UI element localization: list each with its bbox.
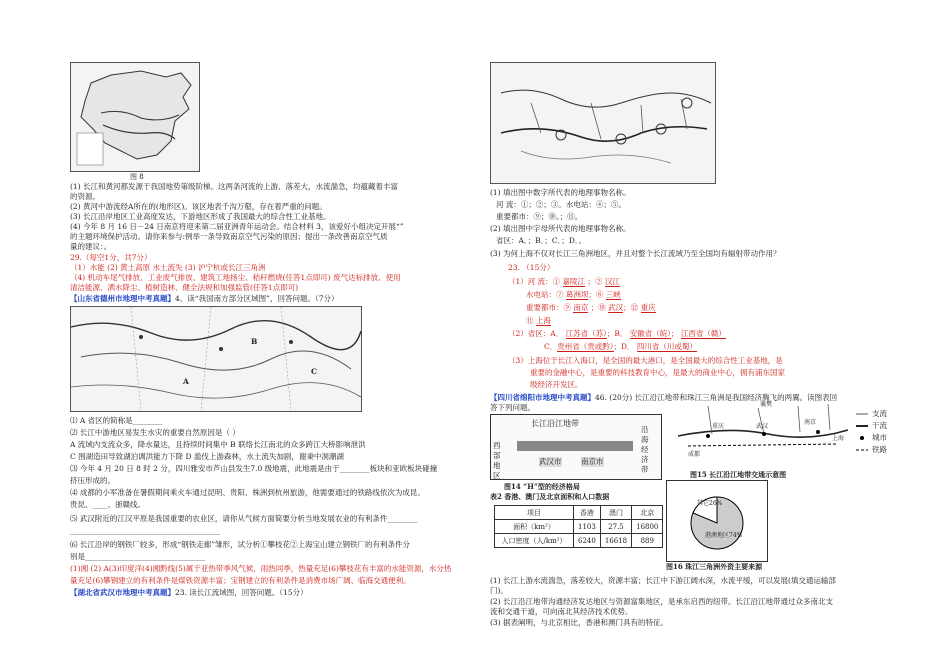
source-text-3b: 答下列问题。 [490, 403, 535, 412]
ans-city-4: 上海 [535, 316, 551, 325]
question-3: (3) 长江沿岸地区工业高度发达，下游地区形成了我国最大的综合性工业基地。 [70, 212, 331, 221]
ans-city-label: 重要都市：⑨ [526, 303, 571, 312]
ans-prov-1: 江苏省（苏） [565, 329, 607, 338]
fig15-city-xiangfan: 襄樊 [760, 401, 773, 408]
map-label-c: C [311, 367, 317, 376]
fig16-caption: 图16 珠江三角洲外资主要来源 [666, 562, 763, 571]
r-answer-4b: C．贵州省（贵或黔）；D． 四川省（川或蜀） [544, 342, 697, 351]
china-map-icon [71, 63, 199, 171]
r-answer-3: 重要都市：⑨ 南京 ；⑩ 武汉；⑫ 重庆 [526, 303, 656, 312]
ans-city-2: 武汉 [608, 303, 624, 312]
lq-4: ⑷ 成都的小军准备在暑假期间乘火车通过昆明、贵阳、株洲到杭州旅游，他需要通过的铁路线依次为成昆、 [70, 488, 425, 497]
rq-2b: 流和交通干道，可向南北其经济技术优势。 [490, 607, 633, 616]
table-cell: 面积（km²） [495, 520, 574, 534]
map-label-a: A [183, 377, 189, 386]
fig15-caption: 图15 长江沿江地带交通示意图 [690, 470, 787, 479]
fig15-city-shanghai: 上海 [832, 435, 845, 442]
lq-6b: 别是________________________________ [70, 552, 205, 561]
question-4-cont2: 量的建议：。 [70, 242, 112, 251]
r-answer-5c: 级经济开发区。 [530, 380, 583, 389]
fig15-legend-1: 支流 [872, 409, 887, 418]
fig14-west: 西部地区 [493, 441, 501, 480]
lq-6: ⑹ 长江沿岸的钢铁厂较多，形成“钢铁走廊”雏形，试分析①攀枝花②上海宝山建立钢铁厂的有利条件分 [70, 540, 411, 549]
r-answer-1: （1）河 流：① 嘉陵江 ；② 汉江 [508, 277, 620, 286]
r-answer-5b: 重要的金融中心，是重要的科技教育中心，是最大的商业中心，拥有浦东国家 [530, 368, 785, 377]
fig15-diagram [668, 396, 900, 466]
fig14-diagram [490, 414, 662, 480]
r-answer-head: 23. （15分） [508, 263, 555, 272]
data-table [494, 505, 663, 548]
table-cell: 16618 [600, 534, 631, 548]
ans-rivers-label: （1）河 流：① [508, 277, 561, 286]
lq-3: ⑶ 今年 4 月 20 日 8 时 2 分，四川雅安市芦山县发生7.0 级地震，此地震是由于________板块和亚欧板块碰撞 [70, 464, 438, 473]
r-q1b: 重要都市：⑨；⑩。；⑪。 [496, 212, 583, 221]
ans-prov-4: 四川省（川或蜀） [636, 342, 697, 351]
question-4-cont: 的主题环境保护活动。请你来参与:例举一条导致南京空气污染的原因；提出一条改善南京空气质 [70, 232, 388, 241]
source-text-3: 46. (20分) 长江沿江地带和珠江三角洲是我国经济腾飞的两翼。读图表回 [595, 393, 838, 402]
table-header: 澳门 [600, 506, 631, 520]
source-text: 4、读“我国南方部分区域图”，回答问题。（7分） [175, 294, 339, 303]
answer-29-head: 29.（每空1分，共7分） [70, 253, 152, 262]
rq-1: (1) 长江上游水流湍急，落差较大，资源丰富；长江中下游江阔水深，水流平缓，可以发展(填交通运输部 [490, 576, 836, 585]
south-map-icon [71, 307, 361, 411]
question-1: (1) 长江和黄河都发源于我国地势第级阶梯。这两条河流的上游、落差大，水流湍急，均蕴藏着丰富 [70, 182, 399, 191]
fig15-legend-4: 铁路 [872, 445, 887, 454]
china-map-figure [70, 62, 200, 172]
r-answer-4: （2）省区：A． 江苏省（苏）；B． 安徽省（皖）； 江西省（赣） [508, 329, 726, 338]
rq-3: (3) 据表阐明，与北京相比，香港和澳门具有的特征。 [490, 618, 669, 627]
lq-5b: ________________________________________ [70, 526, 220, 535]
fig15-city-nanjing: 南京 [804, 419, 817, 426]
lq-2c: C 围湖造田导致湖泊调洪能力下降 D 滥伐上游森林，水土流失加剧，谢秉中洞潮湖 [70, 452, 344, 461]
fig15-legend-2: 干流 [872, 421, 887, 430]
source-text-2: 23. 读长江流域图，回答问题。（15分） [175, 588, 308, 597]
lq-2: ⑵ 长江中游地区易发生水灾的重要自然原因是（ ） [70, 428, 240, 437]
pie-chart-icon [667, 481, 767, 561]
fig15-city-chengdu: 成都 [688, 451, 701, 458]
source-header-2 [70, 588, 308, 598]
table2-caption: 表2 香港、澳门及北京面积和人口数据 [490, 492, 610, 501]
ans-river-1: 嘉陵江 [562, 277, 586, 286]
table-cell: 6240 [574, 534, 601, 548]
r-answer-2: 水电站：⑦ 葛洲坝；⑧ 三峡 [526, 290, 621, 299]
ans-prov-3: 贵州省（贵或黔） [557, 342, 614, 351]
yangtze-map-icon [491, 63, 715, 183]
table-cell: 889 [632, 534, 663, 548]
ans-prov-5: 江西省（赣） [680, 329, 726, 338]
map-label-b: B [251, 337, 258, 346]
fig14-east: 沿海经济带 [641, 425, 649, 474]
fig15-transport-icon [668, 396, 900, 466]
question-2: (2) 黄河中游流经A所在的(地形区)。该区地表千沟万壑，存在着严重的问题。 [70, 202, 327, 211]
r-q2a: 省区：A．；B．；C．；D．。 [496, 236, 587, 245]
pie-label-hk: 港澳地区74% [705, 532, 743, 539]
ans-city-1: 南京 [573, 303, 589, 312]
ans-city-3: 重庆 [640, 303, 656, 312]
r-q2: (2) 填出图中字母所代表的地理事物名称。 [490, 224, 631, 233]
table-cell: 16800 [632, 520, 663, 534]
table-header: 项目 [495, 506, 574, 520]
lq-5: ⑸ 武汉附近的江汉平原是我国重要的农业区，请你从气候方面简要分析当地发展农业的有利条件________ [70, 514, 418, 523]
source-header-1 [70, 294, 338, 304]
rq-2: (2) 长江沿江地带沟通经济发达地区与资源富集地区，是承东启西的纽带。长江沿江地带通过众多南北支 [490, 597, 834, 606]
ans-hydro-2: 三峡 [605, 290, 621, 299]
fig15-city-wuhan: 武汉 [756, 423, 769, 430]
fig14-city2: 南京市 [581, 457, 604, 466]
answer-29-line3: 清洁能源、洒水降尘、植树造林、健全法规和加强监管(任答1点即可) [70, 283, 299, 292]
ans-prov-2: 安徽省（皖） [629, 329, 671, 338]
ans-hydro-label: 水电站：⑦ [526, 290, 564, 299]
r-answer-3b: ⑪ 上海 [526, 316, 551, 325]
fig14-bar [517, 441, 633, 451]
lq-4b: 贵昆、____、浙赣线。 [70, 500, 145, 509]
lq-3b: 挤压形成的。 [70, 476, 115, 485]
source-label-2: 【湖北省武汉市地理中考真题】 [70, 588, 175, 597]
yangtze-basin-map [490, 62, 716, 184]
table-cell: 27.5 [600, 520, 631, 534]
table-cell: 1103 [574, 520, 601, 534]
table-header: 香港 [574, 506, 601, 520]
answer-left-2: 量充足(6)攀钢建立的有利条件是煤铁资源丰富；宝钢建立的有利条件是消费市场广阔、临海交通便利。 [70, 576, 411, 585]
r-q1a: 河 流：①；②；③。水电站：④；⑤。 [496, 200, 626, 209]
question-4: (4) 今年 8 月 16 日－24 日南京将迎来第二届亚洲青年运动会。结合材料 3，该爱好小组决定开展“” [70, 222, 404, 231]
table-cell: 人口密度（人/km²） [495, 534, 574, 548]
fig14-title: 长江沿江地带 [531, 419, 579, 428]
question-1-cont: 的资源。 [70, 192, 100, 201]
r-answer-5: （3）上海位于长江入海口，是全国的最大港口，是全国最大的综合性工业基地，是 [508, 356, 783, 365]
ans-prov-label: （2）省区：A． [508, 329, 564, 338]
table-row [495, 520, 663, 534]
r-q3: (3) 为何上海不仅对长江三角洲地区，并且对整个长江流域乃至全国均有辐射带动作用？ [490, 249, 781, 258]
fig14-caption: 图14 “H”型的经济格局 [504, 482, 580, 491]
source-label-3: 【四川省绵阳市地理中考真题】 [490, 393, 595, 402]
lq-2a: A 流域内支流众多，降水量达，且持续时间集中 B 联络长江南北的众多跨江大桥影响泄洪 [70, 440, 366, 449]
source-label: 【山东省德州市地理中考真题】 [70, 294, 175, 303]
fig15-legend-3: 城市 [872, 433, 887, 442]
fig8-caption: 图 8 [130, 173, 144, 181]
south-china-map [70, 306, 362, 412]
answer-29-line2: （4) 机动车尾气排放、工业废气排放、建筑工地扬尘、秸秆燃烧(任答1点即可) 废气达标排放、使用 [70, 273, 401, 282]
table-header: 北京 [632, 506, 663, 520]
table-header-row [495, 506, 663, 520]
lq-1: ⑴ A 省区的简称是________ [70, 416, 163, 425]
fig15-city-chongqing: 重庆 [712, 423, 725, 430]
ans-hydro-1: 葛洲坝 [565, 290, 589, 299]
table-row [495, 534, 663, 548]
r-q1: (1) 填出图中数字所代表的地理事物名称。 [490, 188, 631, 197]
ans-river-2: 汉江 [604, 277, 620, 286]
rq-1b: 门)。 [490, 586, 508, 595]
answer-29-line1: （1）水能 (2) 黄土高原 水土流失 (3) 沪宁杭或长江三角洲 [70, 263, 266, 272]
answer-left-1: (1)湘 (2) A(3)印度洋(4)湘黔线(5)属于亚热带季风气候，雨热同季，热量充足(6)攀枝花有丰富的水能资源，水分热 [70, 564, 452, 573]
fig16-pie [666, 480, 768, 562]
fig14-city1: 武汉市 [539, 457, 562, 466]
pie-label-other: 其它26% [697, 500, 723, 507]
